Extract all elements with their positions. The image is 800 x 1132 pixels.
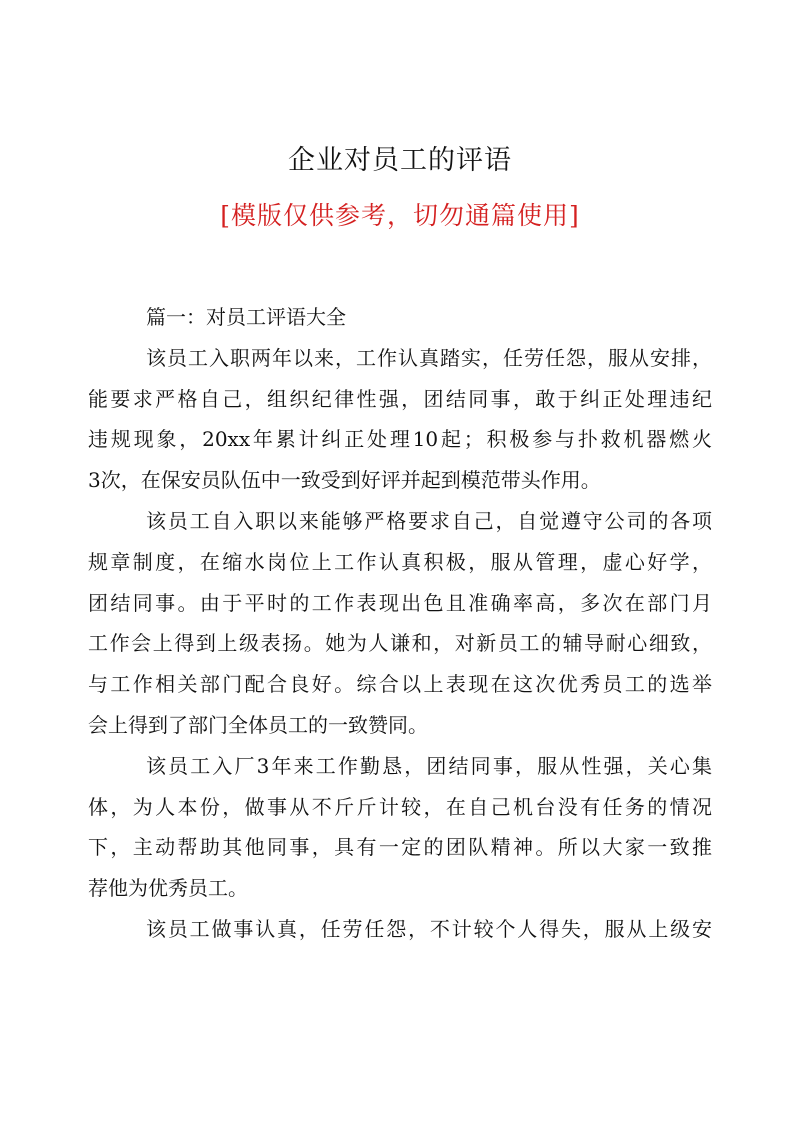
- paragraph-line: 荐他为优秀员工。: [88, 876, 248, 901]
- paragraph-4: [88, 909, 712, 950]
- paragraph-line: 规章制度，在缩水岗位上工作认真积极，服从管理，虚心好学，: [88, 549, 712, 574]
- paragraph-line: 该员工入厂3年来工作勤恳，团结同事，服从性强，关心集: [146, 753, 712, 778]
- document-body: [88, 297, 712, 950]
- paragraph-line: 3次，在保安员队伍中一致受到好评并起到模范带头作用。: [88, 468, 601, 493]
- paragraph-3: [88, 746, 712, 909]
- paragraph-1: [88, 338, 712, 501]
- paragraph-line: 体，为人本份，做事从不斤斤计较，在自己机台没有任务的情况: [88, 794, 712, 819]
- paragraph-line: 该员工做事认真，任劳任怨，不计较个人得失，服从上级安: [146, 916, 712, 941]
- paragraph-line: 工作会上得到上级表扬。她为人谦和，对新员工的辅导耐心细致，: [88, 631, 712, 656]
- template-disclaimer: [模版仅供参考，切勿通篇使用]: [220, 201, 580, 230]
- paragraph-line: 会上得到了部门全体员工的一致赞同。: [88, 712, 428, 737]
- document-title: 企业对员工的评语: [288, 145, 512, 176]
- section-heading: 篇一：对员工评语大全: [146, 305, 346, 329]
- paragraph-line: 能要求严格自己，组织纪律性强，团结同事，敢于纠正处理违纪: [88, 386, 712, 411]
- paragraph-line: 下，主动帮助其他同事，具有一定的团队精神。所以大家一致推: [88, 835, 712, 860]
- paragraph-line: 该员工入职两年以来，工作认真踏实，任劳任怨，服从安排，: [146, 345, 712, 370]
- paragraph-line: 违规现象，20xx年累计纠正处理10起；积极参与扑救机器燃火: [88, 427, 712, 452]
- paragraph-line: 与工作相关部门配合良好。综合以上表现在这次优秀员工的选举: [88, 672, 712, 697]
- paragraph-line: 该员工自入职以来能够严格要求自己，自觉遵守公司的各项: [146, 508, 712, 533]
- paragraph-line: 团结同事。由于平时的工作表现出色且准确率高，多次在部门月: [88, 590, 712, 615]
- paragraph-2: [88, 501, 712, 746]
